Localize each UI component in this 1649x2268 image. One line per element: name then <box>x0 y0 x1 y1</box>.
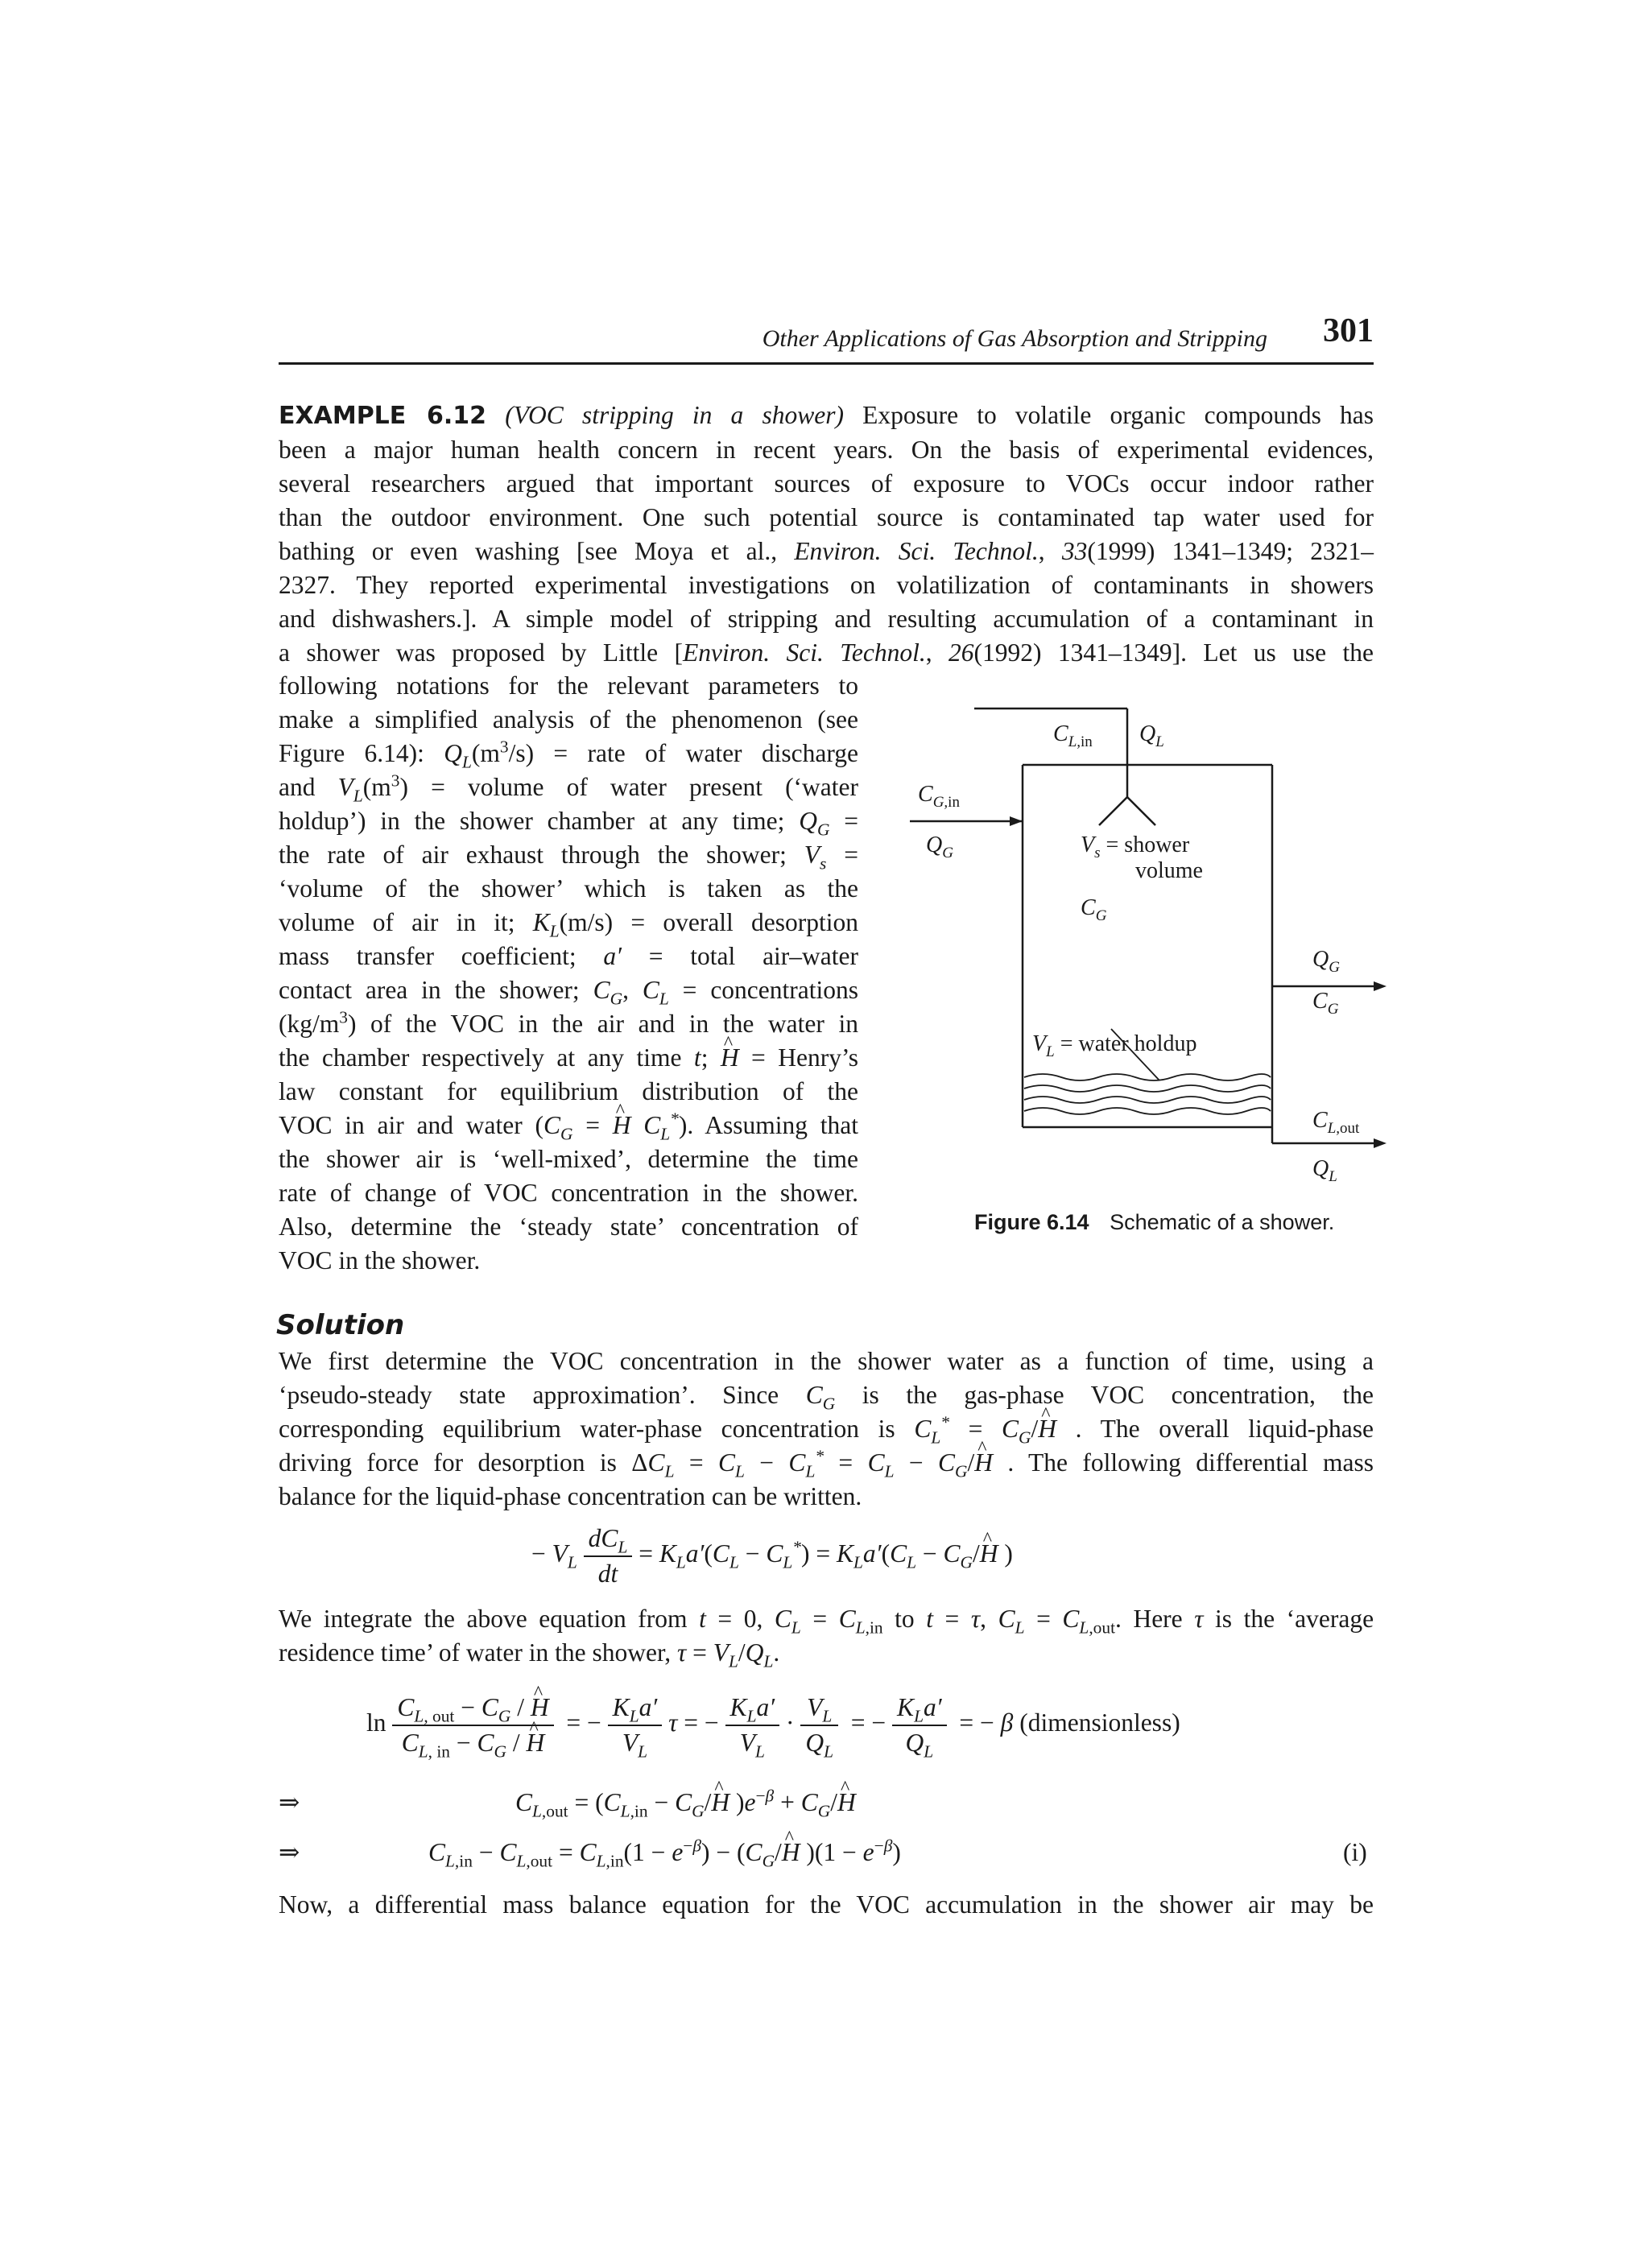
water-wave <box>1024 1108 1271 1114</box>
example-title: (VOC stripping in a shower) <box>505 401 844 429</box>
label-cg-in: $C_{G,}in$ <box>918 782 960 811</box>
dimensionless-note: (dimensionless) <box>1019 1708 1180 1737</box>
label-cg-mid: $C_G$ <box>1081 895 1107 924</box>
column-line: and $V_L(m^3)$ = volume of water present (‘water <box>279 770 859 806</box>
example-line: and dishwashers.]. A simple model of stripping and resulting accumulation of a contaminant in <box>279 605 1374 633</box>
example-intro: Exposure to volatile organic compounds has <box>862 401 1374 429</box>
implies-arrow: ⇒ <box>279 1838 300 1866</box>
solution-line: We first determine the VOC concentration in the shower water as a function of time, using a <box>279 1347 1374 1375</box>
column-line: rate of change of VOC concentration in the shower. <box>279 1179 858 1207</box>
column-line: law constant for equilibrium distribution of the <box>279 1077 858 1105</box>
solution-line: corresponding equilibrium water-phase concentration is $C_L^*$ = $C_G/\^{}$ H . The overall liquid-phase <box>279 1412 1374 1446</box>
example-line: been a major human health concern in recent years. On the basis of experimental evidences, <box>279 436 1374 464</box>
figure-caption-text: Schematic of a shower. <box>1110 1210 1335 1234</box>
column-line: the chamber respectively at any time t; ^ H = Henry’s <box>279 1041 858 1075</box>
solution-line: ‘pseudo-steady state approximation’. Since $C_G$ is the gas-phase VOC concentration, the <box>279 1381 1374 1414</box>
water-wave <box>1024 1085 1271 1092</box>
solution-last-line: Now, a differential mass balance equation for the VOC accumulation in the shower air may be <box>279 1890 1374 1919</box>
example-line: several researchers argued that important sources of exposure to VOCs occur indoor rather <box>279 469 1374 498</box>
column-line: VOC in the shower. <box>279 1246 481 1274</box>
solution-paragraph-1 <box>279 1345 1374 1514</box>
label-vs-shower: $V_s$ = shower <box>1081 832 1190 861</box>
arrow-head <box>1010 816 1023 826</box>
label-cg-out: $C_G$ <box>1312 989 1339 1018</box>
column-line: following notations for the relevant parameters to <box>279 671 858 700</box>
column-line: make a simplified analysis of the phenomenon (see <box>279 705 858 733</box>
column-line: ‘volume of the shower’ which is taken as the <box>279 874 858 903</box>
label-vs-volume: volume <box>1135 858 1203 883</box>
column-line: Also, determine the ‘steady state’ concentration of <box>279 1212 858 1241</box>
equation-label: (i) <box>1343 1838 1367 1866</box>
solution-line: driving force for desorption is $\Delta C_L = C_L - C_L^* = C_L$ − $C_G/\^{}$ H . The following differential mass <box>279 1446 1374 1480</box>
solution-paragraph-2 <box>279 1602 1374 1670</box>
example-label: EXAMPLE 6.12 <box>279 402 487 430</box>
arrow-head <box>1374 1138 1387 1148</box>
running-head <box>279 312 1374 365</box>
example-line: bathing or even washing [see Moya et al., Environ. Sci. Technol., 33(1999) 1341–1349; 2321– <box>279 537 1374 565</box>
example-line-1 <box>279 399 1374 433</box>
example-line: 2327. They reported experimental investigations on volatilization of contaminants in showers <box>279 571 1374 599</box>
figure-caption-label: Figure 6.14 <box>974 1210 1089 1234</box>
shower-schematic <box>894 692 1393 1240</box>
equation-difference: $C_{L,in} - C_{L,out} = C_{L,in}(1 - e^{-\beta})$ − ($C_G/\^{}$ H )$(1 - e^{-\beta})$ <box>428 1836 901 1869</box>
arrow-head <box>1374 981 1387 991</box>
label-ql-out: $Q_L$ <box>1312 1156 1337 1185</box>
example-line: a shower was proposed by Little [Environ. Sci. Technol., 26(1992) 1341–1349]. Let us use the <box>279 638 1374 667</box>
shower-spray-icon <box>1099 797 1155 825</box>
solution-line: residence time’ of water in the shower, $\tau = V_L/Q_L$. <box>279 1638 780 1671</box>
water-wave <box>1024 1097 1271 1103</box>
example-body <box>279 399 1374 670</box>
running-title: Other Applications of Gas Absorption and Stripping <box>762 325 1267 352</box>
solution-line: balance for the liquid-phase concentration can be written. <box>279 1482 862 1510</box>
label-qg-in: $Q_G$ <box>926 832 953 861</box>
column-line: mass transfer coefficient; a′ = total air–water <box>279 942 858 970</box>
column-line: $(kg/m^3)$ of the VOC in the air and in the water in <box>279 1007 858 1038</box>
equation-cl-out: $C_{L,out} = (C_{L,in}$ − $C_G/\^{}$ H )$e^{-\beta}$ + $C_G/\^{}$ H <box>515 1786 856 1820</box>
column-line: contact area in the shower; $C_G$, $C_L$ = concentrations <box>279 976 858 1009</box>
label-vl: $V_L$ = water holdup <box>1032 1031 1197 1060</box>
example-line: than the outdoor environment. One such potential source is contaminated tap water used for <box>279 503 1374 531</box>
column-line: the rate of air exhaust through the shower; $V_s$ = <box>279 841 859 874</box>
equation-mass-balance: − $V_L$ $\frac{dC_L}{dt}$ = $K_La'(C_L - C_L^*) = K_La'(C_L$ − $C_G/\^{}$ H ) <box>531 1522 1013 1591</box>
label-cl-out: $C_{L,}out$ <box>1312 1108 1360 1137</box>
solution-heading: Solution <box>276 1309 405 1341</box>
column-line: volume of air in it; $K_L(m/s)$ = overall desorption <box>279 908 858 941</box>
column-line: Figure 6.14): $Q_L(m^3/s)$ = rate of water discharge <box>279 737 858 772</box>
figure-caption <box>974 1205 1334 1239</box>
page-number: 301 <box>1323 312 1374 349</box>
column-line: the shower air is ‘well-mixed’, determine the time <box>279 1145 858 1173</box>
equation-integrated: ln $\frac{C_{L, out} - C_G / \^{} H}{C_{L, in} - C_G / \^{} H}$ = − $\frac{K_La'}{V_L}$ τ = − $\frac{K_La'}{V_L}$ · $\frac{V_L}{Q_L}$ = − $\frac{K_La'}{Q_L}$ = − β (dimensionless) <box>366 1691 1180 1760</box>
solution-line: We integrate the above equation from t = 0, $C_L = C_{L,in}$ to t = τ, $C_L = C_{L,out}$. Here τ is the ‘average <box>279 1605 1374 1638</box>
implies-arrow: ⇒ <box>279 1788 300 1816</box>
label-ql-top: $Q_L$ <box>1139 721 1164 750</box>
label-cl-in: $C_{L,}in$ <box>1053 721 1093 750</box>
water-wave <box>1024 1074 1271 1080</box>
column-line: VOC in air and water ($C_G$ = ^ H $C_L^*$). Assuming that <box>279 1109 858 1142</box>
example-column <box>279 669 858 1278</box>
column-line: holdup’) in the shower chamber at any time; $Q_G$ = <box>279 807 858 840</box>
label-qg-out: $Q_G$ <box>1312 947 1340 976</box>
